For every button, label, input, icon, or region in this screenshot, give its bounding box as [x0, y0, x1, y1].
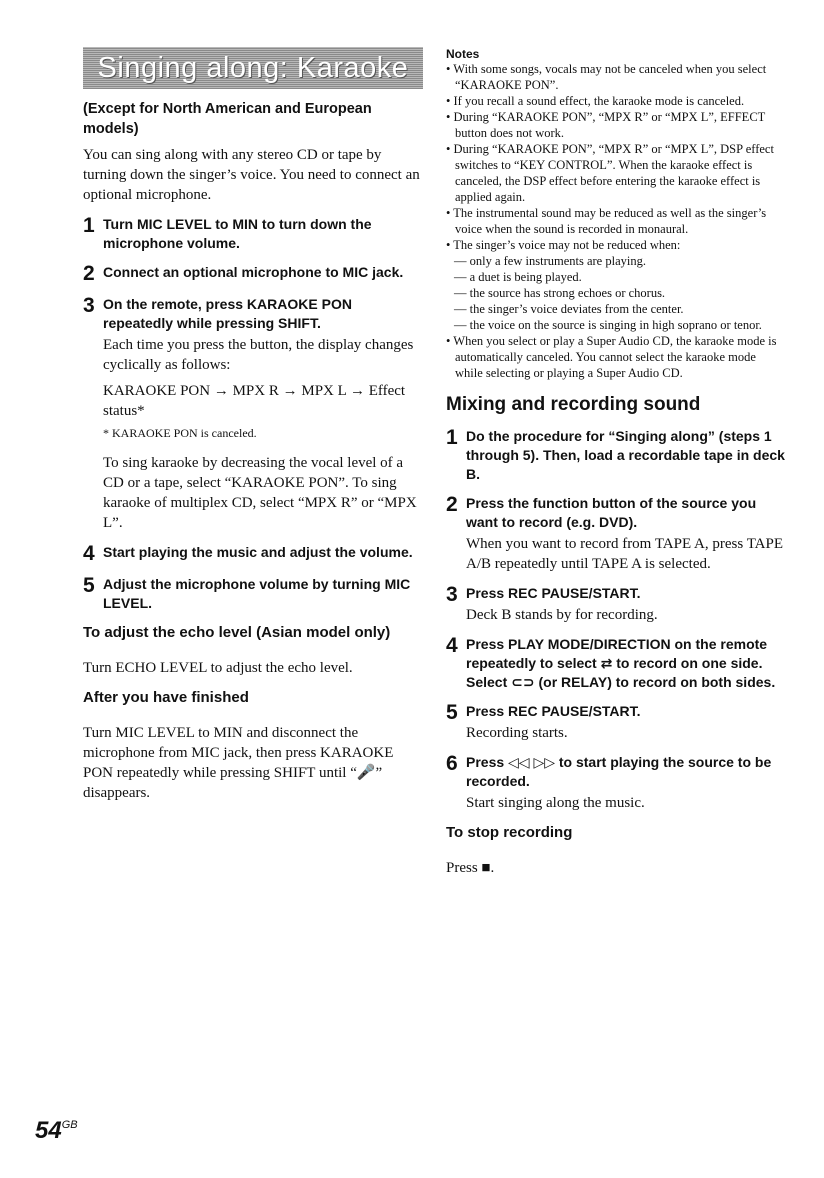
step-number: 5 [83, 574, 95, 597]
step-number: 4 [446, 634, 458, 657]
step-title: On the remote, press KARAOKE PON repeatedly while pressing SHIFT. [103, 296, 352, 331]
mix-step-1 [446, 427, 786, 484]
mix-step-2 [446, 494, 786, 574]
note-subitem: — the source has strong echoes or chorus. [454, 286, 666, 300]
step-5 [83, 575, 423, 613]
step-2 [83, 263, 423, 285]
step-title: Press ◁◁ ▷▷ to start playing the source to be recorded. [466, 754, 772, 789]
note-subitem: — only a few instruments are playing. [454, 254, 646, 268]
step-number: 2 [446, 493, 458, 516]
step-text: Start singing along the music. [466, 795, 645, 811]
echo-text: Turn ECHO LEVEL to adjust the echo level. [83, 660, 353, 676]
footnote: * KARAOKE PON is canceled. [103, 426, 257, 440]
intro-heading: (Except for North American and European models) [83, 101, 372, 137]
step-title: Press PLAY MODE/DIRECTION on the remote repeatedly to select ⇄ to record on one side. Select ⊂⊃ (or RELAY) to record on both sides. [466, 636, 776, 690]
step-title: Press REC PAUSE/START. [466, 585, 641, 601]
step-text: Recording starts. [466, 725, 568, 741]
mix-step-3 [446, 584, 786, 625]
step-4 [83, 543, 423, 565]
note-item: • With some songs, vocals may not be canceled when you select “KARAOKE PON”. [446, 62, 767, 92]
mix-step-6 [446, 753, 786, 813]
step-title: Do the procedure for “Singing along” (steps 1 through 5). Then, load a recordable tape in deck B. [466, 428, 785, 482]
intro-text: You can sing along with any stereo CD or tape by turning down the singer’s voice. You need to connect an optional microphone. [83, 147, 420, 203]
step-number: 2 [83, 262, 95, 285]
step-text: Deck B stands by for recording. [466, 607, 658, 623]
note-item: • During “KARAOKE PON”, “MPX R” or “MPX L”, EFFECT button does not work. [446, 110, 766, 140]
step-text: To sing karaoke by decreasing the vocal level of a CD or a tape, select “KARAOKE PON”. To sing karaoke of multiplex CD, select “MPX R” or “MPX L”. [103, 455, 417, 531]
note-item: • The instrumental sound may be reduced as well as the singer’s voice when the sound is recorded in monaural. [446, 206, 767, 236]
step-3 [83, 295, 423, 533]
step-number: 1 [83, 214, 95, 237]
mixing-heading: Mixing and recording sound [446, 394, 701, 415]
step-title: Start playing the music and adjust the volume. [103, 544, 413, 560]
page-number-suffix: GB [61, 1119, 78, 1131]
step-text: Each time you press the button, the display changes cyclically as follows: [103, 337, 414, 373]
left-column [83, 47, 423, 803]
step-text: When you want to record from TAPE A, press TAPE A/B repeatedly until TAPE A is selected. [466, 536, 783, 572]
note-item: • During “KARAOKE PON”, “MPX R” or “MPX L”, DSP effect switches to “KEY CONTROL”. When the karaoke effect is canceled, the DSP effect before entering the karaoke effect is applied again. [446, 142, 774, 204]
step-1 [83, 215, 423, 253]
mix-step-5 [446, 702, 786, 743]
after-heading: After you have finished [83, 689, 249, 706]
mix-step-4 [446, 635, 786, 692]
right-column [446, 47, 786, 878]
note-item: • The singer’s voice may not be reduced when: [446, 238, 681, 252]
stop-text: Press ■. [446, 860, 495, 876]
step-title: Adjust the microphone volume by turning MIC LEVEL. [103, 576, 411, 611]
step-number: 6 [446, 752, 458, 775]
step-number: 4 [83, 542, 95, 565]
step-title: Connect an optional microphone to MIC jack. [103, 264, 404, 280]
after-text: Turn MIC LEVEL to MIN and disconnect the microphone from MIC jack, then press KARAOKE PON repeatedly while pressing SHIFT until “🎤” disappears. [83, 725, 394, 801]
step-number: 3 [83, 294, 95, 317]
step-number: 3 [446, 583, 458, 606]
note-subitem: — the singer’s voice deviates from the center. [454, 302, 684, 316]
note-subitem: — a duet is being played. [454, 270, 582, 284]
title-banner [83, 47, 423, 89]
step-title: Press REC PAUSE/START. [466, 703, 641, 719]
display-cycle: KARAOKE PON → MPX R → MPX L → Effect status* [103, 383, 406, 419]
page-title: Singing along: Karaoke [97, 51, 409, 84]
step-title: Turn MIC LEVEL to MIN to turn down the microphone volume. [103, 216, 372, 251]
page-number-value: 54 [35, 1117, 62, 1144]
page-number [35, 1117, 78, 1145]
stop-heading: To stop recording [446, 824, 573, 841]
echo-heading: To adjust the echo level (Asian model only) [83, 624, 391, 641]
note-item: • When you select or play a Super Audio CD, the karaoke mode is automatically canceled. You cannot select the karaoke mode while selecting or playing a Super Audio CD. [446, 334, 777, 380]
step-title: Press the function button of the source you want to record (e.g. DVD). [466, 495, 757, 530]
notes-heading: Notes [446, 47, 480, 61]
note-item: • If you recall a sound effect, the karaoke mode is canceled. [446, 94, 745, 108]
step-number: 5 [446, 701, 458, 724]
step-number: 1 [446, 426, 458, 449]
note-subitem: — the voice on the source is singing in high soprano or tenor. [454, 318, 762, 332]
